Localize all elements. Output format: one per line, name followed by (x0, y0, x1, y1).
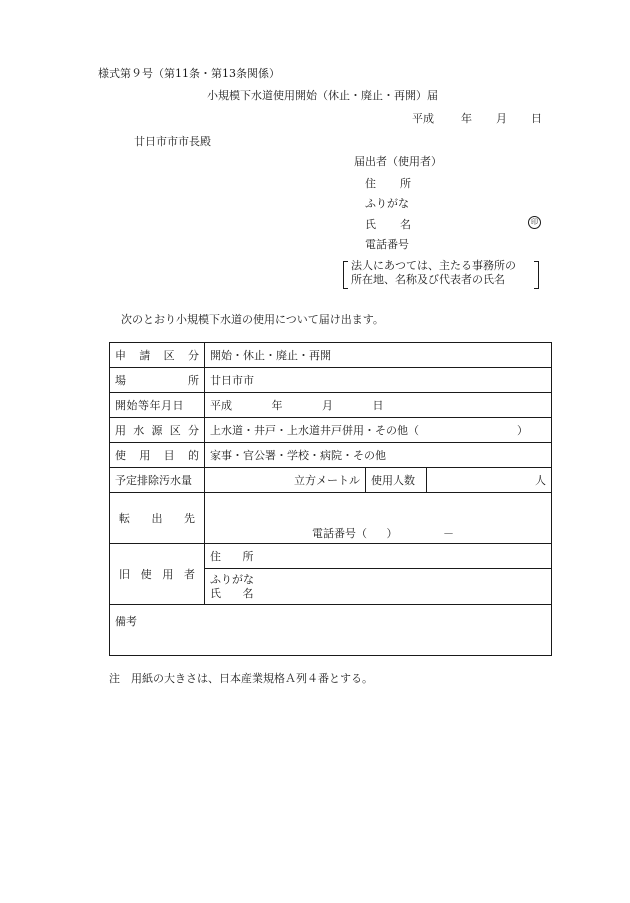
label-start-date (110, 393, 205, 418)
moving-phone-dash: － (443, 527, 454, 540)
label-users: 使用人数 (366, 468, 427, 493)
label-char: 区 (169, 424, 181, 437)
applicant-address-label-2: 所 (400, 177, 411, 190)
application-table (109, 342, 552, 656)
row-location (110, 368, 552, 393)
label-char: 旧 (119, 568, 130, 581)
label-wastewater: 予定排除汚水量 (110, 468, 205, 493)
label-moving-destination (110, 493, 205, 544)
purpose-options[interactable]: 家事・官公署・学校・病院・その他 (205, 443, 552, 468)
label-char: 出 (151, 512, 163, 525)
prev-name-label-1: 氏 (210, 586, 221, 600)
label-char: 水 (133, 424, 145, 437)
label-char: 所 (188, 374, 199, 387)
previous-user-name[interactable] (205, 569, 552, 605)
label-char: 分 (187, 349, 199, 362)
date-day-label: 日 (531, 112, 542, 125)
prev-address-label-1: 住 (210, 550, 221, 563)
wastewater-amount[interactable]: 立方メートル (205, 468, 366, 493)
row-wastewater (110, 468, 552, 493)
label-char: 使 (115, 449, 126, 462)
label-char: 先 (184, 512, 195, 525)
applicant-furigana-label: ふりがな (365, 197, 409, 210)
label-char: 申 (115, 349, 126, 362)
water-source-options[interactable] (205, 418, 552, 443)
label-application-type (110, 343, 205, 368)
corporate-note-line2: 所在地、名称及び代表者の氏名 (351, 273, 505, 286)
label-char: 区 (163, 349, 175, 362)
footnote: 注 用紙の大きさは、日本産業規格Ａ列４番とする。 (109, 672, 373, 685)
label-water-source (110, 418, 205, 443)
label-char: 用 (139, 449, 151, 462)
water-source-text: 上水道・井戸・上水道井戸併用・その他（ (210, 424, 419, 437)
label-location (110, 368, 205, 393)
row-remarks (110, 605, 552, 656)
date-month-label: 月 (496, 112, 507, 125)
moving-phone-label: 電話番号（ (312, 527, 367, 540)
label-char: 的 (187, 449, 199, 462)
date-era: 平成 (412, 112, 434, 125)
label-char: 源 (151, 424, 163, 437)
corporate-note (343, 258, 539, 288)
start-date-month: 月 (322, 399, 333, 412)
row-water-source (110, 418, 552, 443)
prev-furigana-label: ふりがな (210, 572, 254, 586)
label-purpose (110, 443, 205, 468)
form-title: 小規模下水道使用開始（休止・廃止・再開）届 (207, 89, 438, 102)
addressee: 廿日市市市長殿 (134, 135, 211, 148)
corporate-note-text (351, 259, 516, 287)
start-date-value[interactable] (205, 393, 552, 418)
applicant-address-label-1: 住 (365, 177, 376, 190)
water-source-close-paren: ） (517, 424, 528, 437)
seal-mark: 印 (528, 216, 541, 229)
label-char: 用 (162, 568, 174, 581)
row-start-date (110, 393, 552, 418)
applicant-name-label-1: 氏 (365, 218, 376, 231)
users-count[interactable]: 人 (427, 468, 552, 493)
application-type-options[interactable]: 開始・休止・廃止・再開 (205, 343, 552, 368)
label-char: 場 (115, 374, 126, 387)
start-date-era: 平成 (210, 399, 232, 412)
corporate-note-line1: 法人にあつては、主たる事務所の (351, 259, 516, 272)
applicant-heading: 届出者（使用者） (354, 155, 442, 168)
remarks-field[interactable] (110, 605, 552, 656)
label-char: 目 (163, 449, 175, 462)
label-char: 用 (115, 424, 126, 437)
intro-text: 次のとおり小規模下水道の使用について届け出ます。 (121, 313, 384, 326)
row-application-type (110, 343, 552, 368)
prev-name-label-2: 名 (242, 586, 254, 600)
start-date-year: 年 (271, 399, 283, 412)
date-year-label: 年 (461, 112, 472, 125)
location-value[interactable]: 廿日市市 (205, 368, 552, 393)
label-text: 開始等年月日 (115, 399, 184, 412)
applicant-phone-label: 電話番号 (365, 238, 409, 251)
bracket-right (534, 261, 539, 289)
form-number: 様式第９号（第11条・第13条関係） (98, 67, 280, 80)
row-previous-user-address (110, 544, 552, 569)
previous-user-address[interactable] (205, 544, 552, 569)
label-remarks: 備考 (115, 615, 137, 628)
label-char: 請 (139, 349, 151, 362)
label-char: 者 (183, 568, 195, 581)
row-moving-destination (110, 493, 552, 544)
moving-destination-value[interactable] (205, 493, 552, 544)
start-date-day: 日 (372, 399, 384, 412)
prev-address-label-2: 所 (242, 550, 254, 563)
moving-phone-paren: ） (386, 527, 398, 540)
label-char: 使 (140, 568, 152, 581)
bracket-left (343, 261, 348, 289)
label-previous-user (110, 544, 205, 605)
row-purpose (110, 443, 552, 468)
label-char: 転 (119, 512, 130, 525)
label-char: 分 (188, 424, 199, 437)
applicant-name-label-2: 名 (400, 218, 411, 231)
